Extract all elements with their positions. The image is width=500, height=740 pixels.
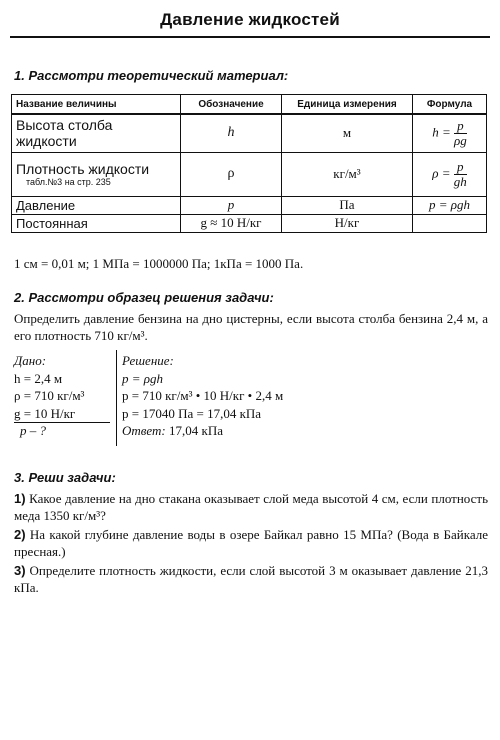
given-line-wrap <box>14 405 114 423</box>
row-unit: Н/кг <box>282 214 413 232</box>
list-item <box>14 562 488 596</box>
formula-fraction <box>454 119 467 148</box>
row-unit: кг/м³ <box>282 152 413 196</box>
given-line: g = 10 Н/кг <box>14 405 110 424</box>
row-name: Постоянная <box>12 214 181 232</box>
row-unit: Па <box>282 196 413 214</box>
formula-numerator: p <box>454 160 467 175</box>
given-line: h = 2,4 м <box>14 370 63 386</box>
formula-fraction <box>454 160 467 189</box>
given-block <box>14 352 114 440</box>
section-1-heading: 1. Рассмотри теоретический материал: <box>14 68 289 83</box>
row-name-cell <box>12 152 181 196</box>
find-line: p – ? <box>20 423 46 438</box>
row-symbol: p <box>181 196 282 214</box>
task-number: 1) <box>14 491 26 506</box>
list-item <box>14 490 488 524</box>
table-row <box>12 114 487 152</box>
row-name: Плотность жидкости <box>16 161 150 177</box>
row-unit: м <box>282 114 413 152</box>
formula-lhs: h = <box>432 124 451 140</box>
solution-block <box>122 352 283 440</box>
row-symbol: g ≈ 10 Н/кг <box>181 214 282 232</box>
table-row <box>12 196 487 214</box>
task-text: На какой глубине давление воды в озере Байкал равно 15 МПа? (Вода в Байкале пресная.) <box>14 527 488 559</box>
section-3-heading: 3. Реши задачи: <box>14 470 116 485</box>
header-symbol: Обозначение <box>181 95 282 115</box>
section-2-heading: 2. Рассмотри образец решения задачи: <box>14 290 274 305</box>
header-quantity-name: Название величины <box>12 95 181 115</box>
answer-line <box>122 422 283 440</box>
header-formula: Формула <box>413 95 487 115</box>
row-formula: p = ρgh <box>413 196 487 214</box>
task-number: 3) <box>14 563 26 578</box>
given-label: Дано: <box>14 353 47 368</box>
formula-denominator: ρg <box>454 132 467 148</box>
row-symbol: h <box>181 114 282 152</box>
list-item <box>14 526 488 560</box>
row-note: табл.№3 на стр. 235 <box>26 177 111 187</box>
task-text: Определите плотность жидкости, если слой высотой 3 м оказывает давление 21,3 кПа. <box>14 563 488 595</box>
unit-conversions: 1 см = 0,01 м; 1 МПа = 1000000 Па; 1кПа = 1000 Па. <box>14 256 304 271</box>
row-name: Давление <box>12 196 181 214</box>
table-row <box>12 152 487 196</box>
example-problem: Определить давление бензина на дно цистерны, если высота столба бензина 2,4 м, а его плотность 710 кг/м³. <box>14 311 488 343</box>
header-unit: Единица измерения <box>282 95 413 115</box>
given-solution-divider <box>116 350 117 446</box>
solution-label: Решение: <box>122 353 174 368</box>
table-header-row <box>12 95 487 115</box>
theory-table <box>11 94 487 233</box>
page-title: Давление жидкостей <box>160 10 340 29</box>
given-line: ρ = 710 кг/м³ <box>14 388 85 403</box>
title-divider <box>10 36 490 38</box>
row-formula <box>413 214 487 232</box>
formula-lhs: ρ = <box>432 164 451 180</box>
formula-numerator: p <box>454 119 467 134</box>
task-number: 2) <box>14 527 26 542</box>
solution-line: p = 710 кг/м³ • 10 Н/кг • 2,4 м <box>122 388 284 403</box>
answer-label: Ответ: <box>122 423 166 438</box>
row-formula <box>413 152 487 196</box>
formula-denominator: gh <box>453 173 467 189</box>
answer-value: 17,04 кПа <box>169 423 223 438</box>
row-name: Высота столба жидкости <box>12 114 181 152</box>
table-row <box>12 214 487 232</box>
row-symbol: ρ <box>181 152 282 196</box>
task-text: Какое давление на дно стакана оказывает слой меда высотой 4 см, если плотность меда 1350 кг/м³? <box>14 491 489 523</box>
solution-line: p = 17040 Па = 17,04 кПа <box>122 405 262 421</box>
solution-line: p = ρgh <box>122 370 164 386</box>
row-formula <box>413 114 487 152</box>
